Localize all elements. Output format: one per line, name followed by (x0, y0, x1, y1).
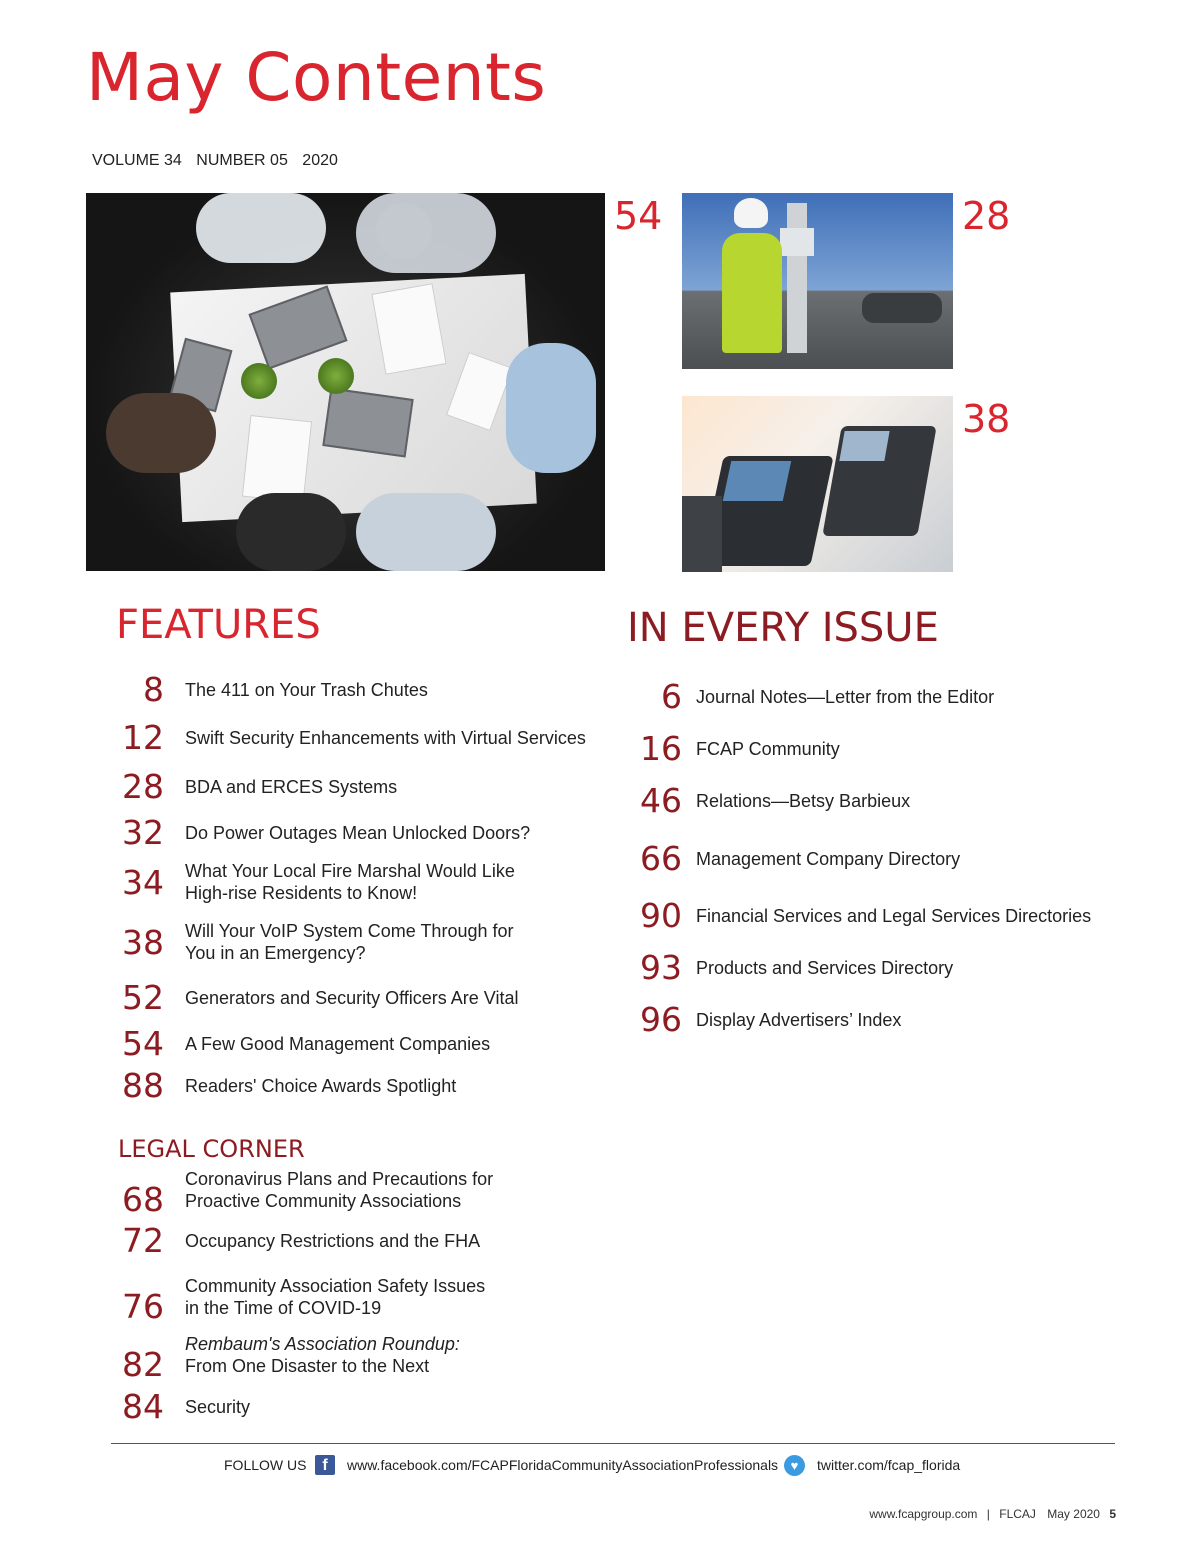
legal-page: 68 (122, 1180, 164, 1219)
feature-title: A Few Good Management Companies (185, 1033, 491, 1054)
facebook-icon[interactable]: f (315, 1455, 335, 1475)
legal-title-line: From One Disaster to the Next (185, 1355, 430, 1376)
page-title: May Contents (86, 39, 547, 116)
legal-title-line: in the Time of COVID-19 (185, 1297, 382, 1318)
every-issue-heading: IN EVERY ISSUE (627, 605, 939, 651)
issue-title: Financial Services and Legal Services Directories (696, 905, 1092, 926)
year-label: 2020 (302, 152, 338, 169)
volume-label: VOLUME 34 (92, 152, 182, 169)
feature-entry[interactable] (118, 813, 530, 852)
feature-page: 12 (122, 718, 164, 757)
footer-divider (111, 1443, 1115, 1444)
meeting-photo (86, 193, 605, 571)
feature-title: Do Power Outages Mean Unlocked Doors? (185, 822, 531, 843)
voip-phones-photo (682, 396, 953, 572)
issue-title: FCAP Community (696, 738, 840, 759)
legal-title: Occupancy Restrictions and the FHA (185, 1230, 481, 1251)
issue-page: 90 (640, 896, 682, 935)
feature-title: Swift Security Enhancements with Virtual Services (185, 727, 586, 748)
twitter-link[interactable]: twitter.com/fcap_florida (817, 1457, 961, 1473)
feature-title: Generators and Security Officers Are Vital (185, 987, 519, 1008)
feature-entry[interactable] (118, 860, 515, 904)
issue-entry[interactable] (620, 781, 910, 820)
legal-title (185, 1275, 485, 1319)
legal-entry[interactable] (118, 1325, 460, 1384)
feature-page: 34 (122, 862, 164, 902)
legal-title (185, 1333, 460, 1377)
feature-title-line: You in an Emergency? (185, 943, 366, 963)
feature-page: 52 (122, 978, 164, 1017)
issue-title: Management Company Directory (696, 848, 961, 869)
issue-entry[interactable] (620, 677, 994, 716)
facebook-link[interactable]: www.facebook.com/FCAPFloridaCommunityAssociationProfessionals (347, 1457, 779, 1473)
legal-page: 84 (122, 1387, 164, 1426)
page-folio (869, 1507, 1116, 1521)
feature-entry[interactable] (118, 978, 519, 1017)
issue-page: 6 (661, 677, 682, 716)
issue-entry[interactable] (620, 729, 840, 768)
meeting-photo-page: 54 (614, 194, 663, 238)
feature-entry[interactable] (118, 1024, 490, 1063)
feature-page: 8 (143, 670, 164, 709)
issue-entry[interactable] (620, 896, 1091, 935)
legal-entry[interactable] (118, 1221, 480, 1260)
legal-title-line: Proactive Community Associations (185, 1190, 462, 1211)
feature-entry[interactable] (118, 920, 514, 964)
feature-title: Readers' Choice Awards Spotlight (185, 1075, 457, 1096)
tower-worker-photo (682, 193, 953, 369)
features-heading: FEATURES (116, 602, 321, 648)
legal-title-line: Rembaum's Association Roundup: (185, 1333, 460, 1354)
legal-entry[interactable] (118, 1267, 485, 1326)
issue-entry[interactable] (620, 1000, 901, 1039)
feature-title-line: High-rise Residents to Know! (185, 883, 418, 903)
feature-page: 32 (122, 813, 164, 852)
page-number: 5 (1109, 1507, 1116, 1521)
issue-title: Relations—Betsy Barbieux (696, 790, 911, 811)
issue-page: 46 (640, 781, 682, 820)
feature-page: 28 (122, 767, 164, 806)
number-label: NUMBER 05 (196, 152, 288, 169)
feature-entry[interactable] (118, 670, 428, 709)
feature-title: BDA and ERCES Systems (185, 776, 398, 797)
follow-us-label: FOLLOW US (224, 1457, 307, 1473)
tower-photo-page: 28 (962, 194, 1011, 238)
feature-entry[interactable] (118, 718, 586, 757)
issue-entry[interactable] (620, 839, 960, 878)
legal-entry[interactable] (118, 1160, 493, 1219)
legal-title-line: Coronavirus Plans and Precautions for (185, 1168, 494, 1189)
feature-entry[interactable] (118, 1066, 456, 1105)
feature-page: 88 (122, 1066, 164, 1105)
phones-photo-page: 38 (962, 397, 1011, 441)
website-link[interactable]: www.fcapgroup.com (869, 1507, 978, 1521)
issue-title: Journal Notes—Letter from the Editor (696, 686, 995, 707)
legal-corner-heading: LEGAL CORNER (118, 1135, 305, 1163)
issue-page: 93 (640, 948, 682, 987)
legal-title-line: Community Association Safety Issues (185, 1275, 486, 1296)
legal-page: 82 (122, 1345, 164, 1384)
legal-entry[interactable] (118, 1387, 250, 1426)
issue-title: Products and Services Directory (696, 957, 954, 978)
volume-info (92, 152, 348, 170)
feature-page: 54 (122, 1024, 164, 1063)
feature-title-line: What Your Local Fire Marshal Would Like (185, 861, 515, 881)
publication-name: FLCAJ (999, 1507, 1036, 1521)
feature-entry[interactable] (118, 767, 397, 806)
legal-page: 76 (122, 1287, 164, 1326)
issue-page: 66 (640, 839, 682, 878)
feature-title: The 411 on Your Trash Chutes (185, 679, 428, 700)
legal-title: Security (185, 1396, 251, 1417)
feature-title (185, 920, 514, 964)
twitter-icon[interactable]: ♥ (784, 1455, 805, 1476)
issue-page: 96 (640, 1000, 682, 1039)
legal-page: 72 (122, 1221, 164, 1260)
issue-date: May 2020 (1047, 1507, 1100, 1521)
issue-title: Display Advertisers’ Index (696, 1009, 902, 1030)
legal-title (185, 1168, 493, 1212)
issue-entry[interactable] (620, 948, 953, 987)
folio-separator: | (986, 1507, 990, 1521)
issue-page: 16 (640, 729, 682, 768)
feature-title-line: Will Your VoIP System Come Through for (185, 921, 514, 941)
feature-page: 38 (122, 922, 164, 962)
feature-title (185, 860, 515, 904)
